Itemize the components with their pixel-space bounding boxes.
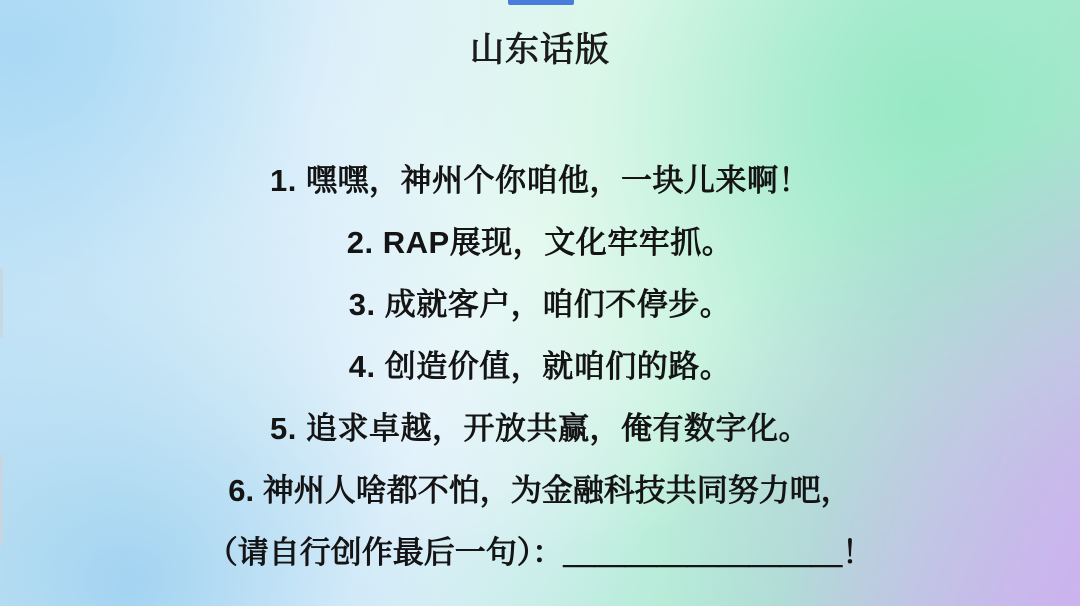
lyric-line-3: 3. 成就客户，咱们不停步。 xyxy=(348,287,732,322)
lyric-line-5: 5. 追求卓越，开放共赢，俺有数字化。 xyxy=(270,411,810,446)
page-title: 山东话版 xyxy=(470,31,610,69)
lyric-line-1: 1. 嘿嘿，神州个你咱他，一块儿来啊！ xyxy=(270,163,810,198)
lyric-line-4: 4. 创造价值，就咱们的路。 xyxy=(348,349,732,384)
lyric-line-6: 6. 神州人啥都不怕，为金融科技共同努力吧， xyxy=(228,473,852,508)
lyrics-list xyxy=(0,150,1080,584)
lyric-line-2: 2. RAP展现，文化牢牢抓。 xyxy=(346,225,734,260)
fill-in-the-blank-line: （请自行创作最后一句）：＿＿＿＿＿＿＿＿＿！ xyxy=(206,535,874,570)
cropped-header-text-sliver xyxy=(508,0,574,5)
